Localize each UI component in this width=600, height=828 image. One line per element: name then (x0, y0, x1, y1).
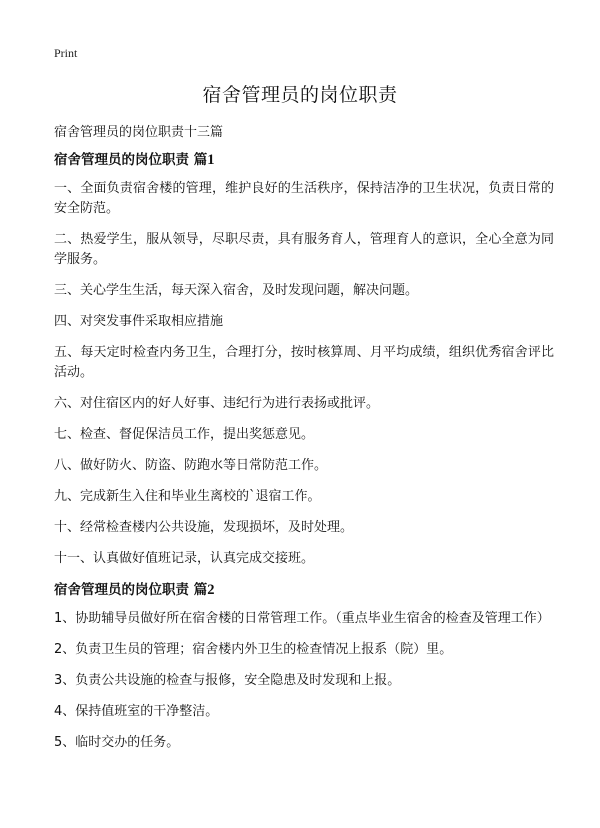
list-item: 五、每天定时检查内务卫生，合理打分，按时核算周、月平均成绩，组织优秀宿舍评比活动。 (54, 345, 554, 380)
document-title: 宿舍管理员的岗位职责 (202, 84, 398, 106)
section-heading-number: 2 (207, 582, 215, 598)
list-item: 1、协助辅导员做好所在宿舍楼的日常管理工作。（重点毕业生宿舍的检查及管理工作） (54, 611, 550, 626)
list-item: 2、负责卫生员的管理；宿舍楼内外卫生的检查情况上报系（院）里。 (54, 642, 453, 657)
section-2 (54, 580, 554, 753)
document-subtitle: 宿舍管理员的岗位职责十三篇 (54, 125, 224, 140)
section-heading (54, 150, 554, 170)
section-heading-number: 1 (207, 152, 215, 168)
section-heading-text: 宿舍管理员的岗位职责 篇 (54, 152, 208, 168)
section-1 (54, 150, 554, 569)
print-label: Print (54, 46, 78, 60)
list-item: 七、检查、督促保洁员工作，提出奖惩意见。 (54, 427, 315, 442)
list-item: 十一、认真做好值班记录，认真完成交接班。 (54, 551, 315, 566)
section-heading (54, 580, 554, 600)
list-item: 六、对住宿区内的好人好事、违纪行为进行表扬或批评。 (54, 396, 380, 411)
list-item: 3、负责公共设施的检查与报修，安全隐患及时发现和上报。 (54, 673, 401, 688)
document-body (54, 146, 554, 764)
list-item: 八、做好防火、防盗、防跑水等日常防范工作。 (54, 458, 328, 473)
list-item: 5、临时交办的任务。 (54, 735, 180, 750)
list-item: 十、经常检查楼内公共设施，发现损坏，及时处理。 (54, 520, 354, 535)
list-item: 一、全面负责宿舍楼的管理，维护良好的生活秩序，保持洁净的卫生状况，负责日常的安全防范。 (54, 181, 554, 216)
list-item: 九、完成新生入住和毕业生离校的`退宿工作。 (54, 489, 321, 504)
list-item: 二、热爱学生，服从领导，尽职尽责，具有服务育人，管理育人的意识，全心全意为同学服务。 (54, 232, 554, 267)
list-item: 四、对突发事件采取相应措施 (54, 314, 224, 329)
section-heading-text: 宿舍管理员的岗位职责 篇 (54, 582, 208, 598)
list-item: 4、保持值班室的干净整洁。 (54, 704, 219, 719)
list-item: 三、关心学生生活，每天深入宿舍，及时发现问题，解决问题。 (54, 283, 419, 298)
